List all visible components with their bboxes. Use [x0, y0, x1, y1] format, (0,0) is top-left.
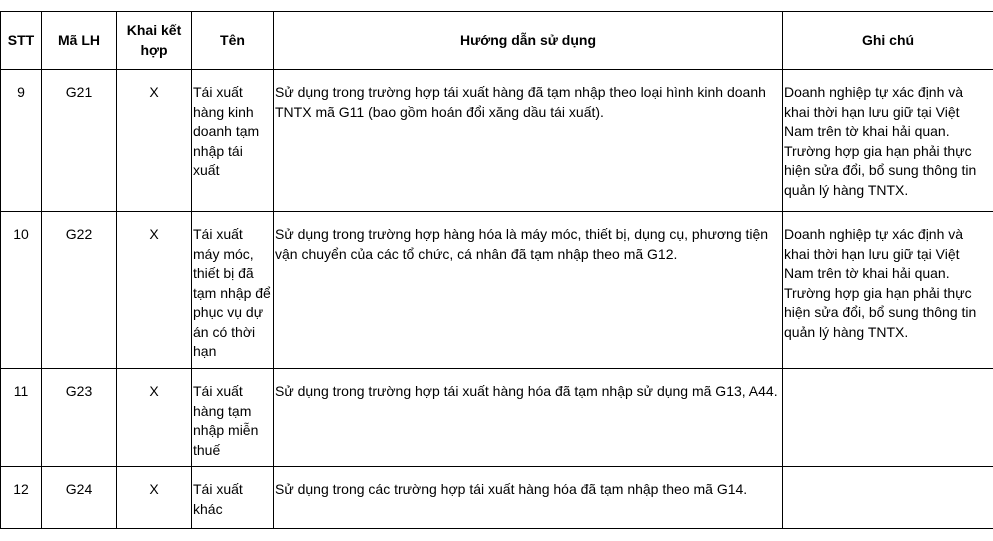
customs-type-table	[0, 11, 993, 529]
header-code: Mã LH	[42, 12, 117, 70]
cell-name: Tái xuất hàng tạm nhập miễn thuế	[192, 369, 274, 467]
table-row	[1, 70, 993, 212]
cell-guide: Sử dụng trong trường hợp tái xuất hàng hóa đã tạm nhập sử dụng mã G13, A44.	[274, 369, 783, 467]
cell-code: G24	[42, 467, 117, 529]
cell-guide: Sử dụng trong trường hợp hàng hóa là máy móc, thiết bị, dụng cụ, phương tiện vận chuyển của các tổ chức, cá nhân đã tạm nhập theo mã G12.	[274, 212, 783, 369]
cell-note: Doanh nghiệp tự xác định và khai thời hạn lưu giữ tại Việt Nam trên tờ khai hải quan. Trường hợp gia hạn phải thực hiện sửa đổi, bổ sung thông tin quản lý hàng TNTX.	[783, 70, 993, 212]
header-name: Tên	[192, 12, 274, 70]
cell-stt: 12	[1, 467, 42, 529]
cell-stt: 10	[1, 212, 42, 369]
cell-declare: X	[117, 369, 192, 467]
header-guide: Hướng dẫn sử dụng	[274, 12, 783, 70]
cell-name: Tái xuất hàng kinh doanh tạm nhập tái xuất	[192, 70, 274, 212]
header-declare: Khai kết hợp	[117, 12, 192, 70]
header-stt: STT	[1, 12, 42, 70]
cell-stt: 9	[1, 70, 42, 212]
table-row	[1, 212, 993, 369]
cell-name: Tái xuất máy móc, thiết bị đã tạm nhập để phục vụ dự án có thời hạn	[192, 212, 274, 369]
cell-name: Tái xuất khác	[192, 467, 274, 529]
cell-note	[783, 467, 993, 529]
cell-declare: X	[117, 70, 192, 212]
table-row	[1, 369, 993, 467]
table-header-row	[1, 12, 993, 70]
cell-declare: X	[117, 467, 192, 529]
cell-guide: Sử dụng trong trường hợp tái xuất hàng đã tạm nhập theo loại hình kinh doanh TNTX mã G11 (bao gồm hoán đổi xăng dầu tái xuất).	[274, 70, 783, 212]
cell-note	[783, 369, 993, 467]
table-row	[1, 467, 993, 529]
cell-stt: 11	[1, 369, 42, 467]
cell-note: Doanh nghiệp tự xác định và khai thời hạn lưu giữ tại Việt Nam trên tờ khai hải quan. Trường hợp gia hạn phải thực hiện sửa đổi, bổ sung thông tin quản lý hàng TNTX.	[783, 212, 993, 369]
cell-declare: X	[117, 212, 192, 369]
cell-code: G22	[42, 212, 117, 369]
cell-code: G21	[42, 70, 117, 212]
header-note: Ghi chú	[783, 12, 993, 70]
cell-guide: Sử dụng trong các trường hợp tái xuất hàng hóa đã tạm nhập theo mã G14.	[274, 467, 783, 529]
cell-code: G23	[42, 369, 117, 467]
